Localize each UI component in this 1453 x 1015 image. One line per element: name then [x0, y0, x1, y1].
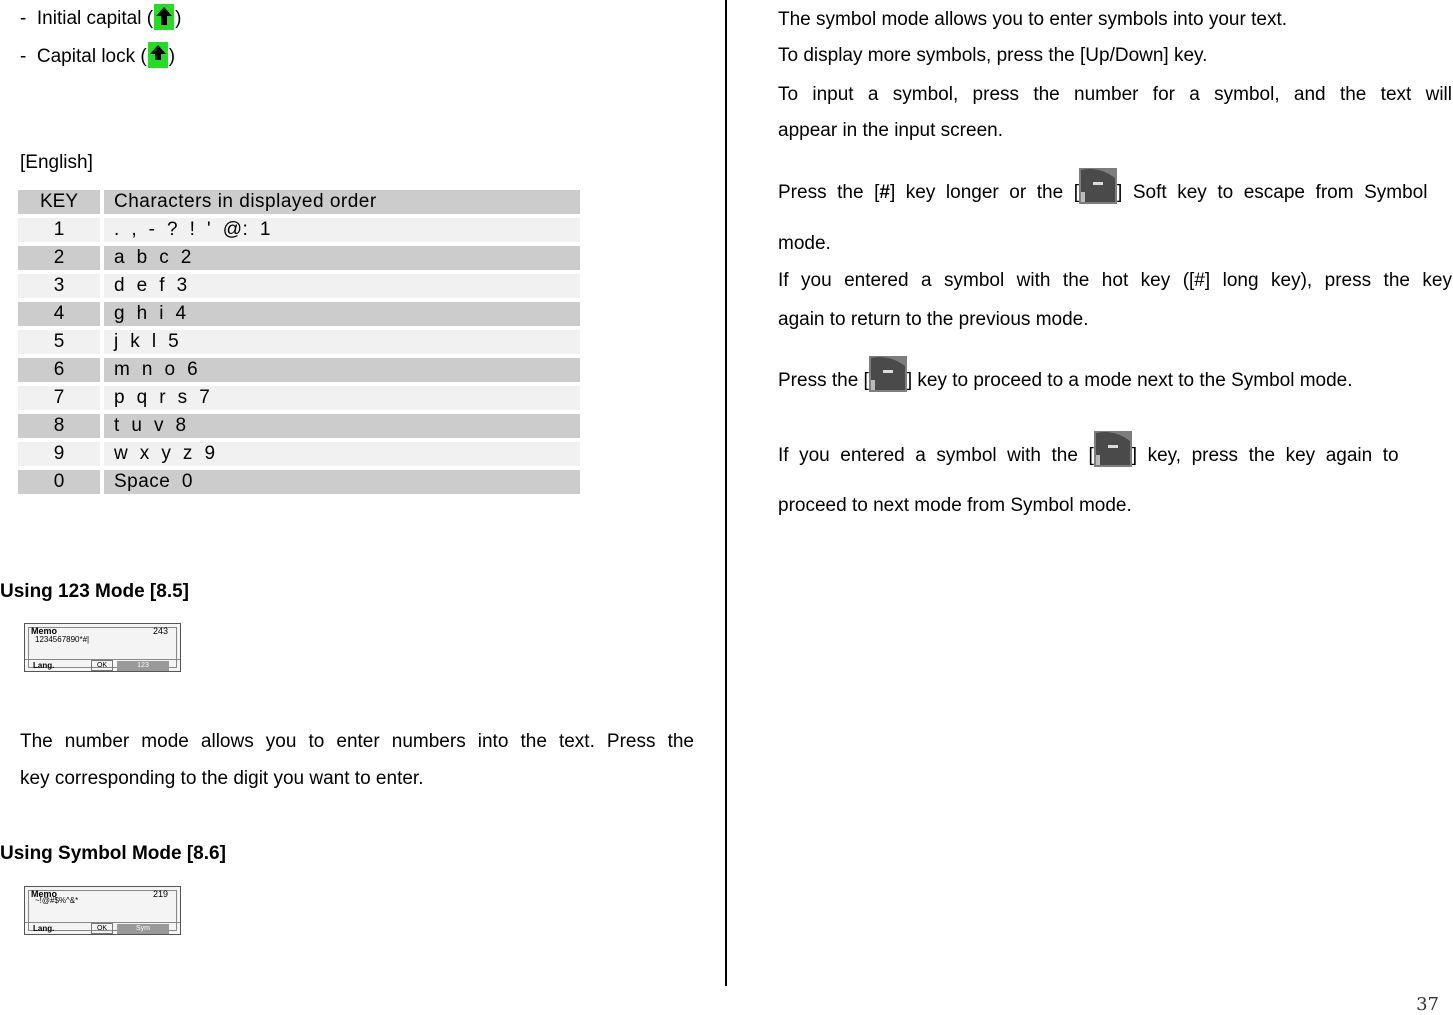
table-header-row	[18, 190, 580, 214]
text-press-the: Press the [	[778, 182, 880, 203]
header-characters: Characters in displayed order	[104, 190, 580, 214]
soft-key-icon	[1094, 431, 1132, 467]
row-key: 9	[18, 442, 100, 466]
text-press-again: ] key, press the key again to	[1131, 445, 1399, 466]
row-key: 0	[18, 470, 100, 494]
row-chars: g h i 4	[104, 302, 580, 326]
right-line-7: If you entered a symbol with the hot key ([#] long key), press the key	[778, 270, 1452, 291]
shift-up-arrow-icon	[148, 42, 168, 68]
right-line-2: To display more symbols, press the [Up/Down] key.	[778, 45, 1208, 66]
screen-ok: OK	[91, 923, 113, 934]
screen-ok: OK	[91, 660, 113, 671]
heading-symbol-mode: Using Symbol Mode [8.6]	[0, 843, 226, 864]
text-key-longer: ] key longer or the [	[889, 182, 1079, 203]
table-row	[18, 386, 580, 410]
screen-lang: Lang.	[33, 924, 55, 933]
row-chars: . , - ? ! ' @: 1	[104, 218, 580, 242]
text-proceed-mode: ] key to proceed to a mode next to the Symbol mode.	[906, 370, 1353, 391]
screen-mode: 123	[117, 661, 169, 671]
right-line-3: To input a symbol, press the number for a symbol, and the text will	[778, 84, 1452, 105]
soft-key-icon	[1079, 168, 1117, 204]
screenshot-symbol-mode	[24, 886, 181, 935]
screen-count: 219	[152, 889, 168, 899]
table-row	[18, 218, 580, 242]
page-number: 37	[1416, 994, 1439, 1015]
row-chars: Space 0	[104, 470, 580, 494]
bullet-initial-capital	[20, 4, 181, 30]
paragraph-123-line1: The number mode allows you to enter numbers into the text. Press the	[20, 731, 694, 752]
right-line-1: The symbol mode allows you to enter symbols into your text.	[778, 9, 1288, 30]
row-chars: p q r s 7	[104, 386, 580, 410]
table-row	[18, 246, 580, 270]
row-key: 2	[18, 246, 100, 270]
row-chars: w x y z 9	[104, 442, 580, 466]
table-row	[18, 470, 580, 494]
header-key: KEY	[18, 190, 100, 214]
bullet-close: )	[168, 46, 176, 67]
row-key: 8	[18, 414, 100, 438]
bullet-label: Initial capital (	[36, 8, 154, 29]
row-key: 6	[18, 358, 100, 382]
right-line-5	[778, 168, 1452, 204]
right-line-10	[778, 431, 1452, 467]
screenshot-123-mode	[24, 623, 181, 672]
table-row	[18, 358, 580, 382]
shift-up-arrow-icon	[154, 4, 174, 30]
row-chars: a b c 2	[104, 246, 580, 270]
key-character-table	[18, 186, 580, 498]
row-chars: j k l 5	[104, 330, 580, 354]
row-chars: m n o 6	[104, 358, 580, 382]
text-soft-key-escape: ] Soft key to escape from Symbol	[1117, 182, 1428, 203]
table-row	[18, 302, 580, 326]
bullet-label: Capital lock (	[36, 46, 147, 67]
row-key: 3	[18, 274, 100, 298]
table-title: [English]	[20, 152, 93, 173]
row-key: 4	[18, 302, 100, 326]
screen-title: Memo	[31, 626, 58, 636]
heading-123-mode: Using 123 Mode [8.5]	[0, 581, 189, 602]
row-key: 7	[18, 386, 100, 410]
bullet-capital-lock	[20, 42, 175, 68]
screen-lang: Lang.	[33, 661, 55, 670]
right-line-4: appear in the input screen.	[778, 120, 1003, 141]
right-line-9	[778, 356, 1353, 392]
soft-key-icon	[869, 356, 907, 392]
screen-title: Memo	[31, 889, 58, 899]
screen-entry: ~!@#$%^&*	[35, 896, 79, 905]
text-press-the: Press the [	[778, 370, 869, 391]
hash-key-label: #	[879, 182, 890, 203]
table-row	[18, 414, 580, 438]
row-key: 5	[18, 330, 100, 354]
bullet-dash: -	[20, 46, 27, 67]
row-chars: d e f 3	[104, 274, 580, 298]
bullet-close: )	[175, 8, 182, 29]
right-line-8: again to return to the previous mode.	[778, 309, 1089, 330]
column-divider	[725, 0, 727, 986]
table-row	[18, 274, 580, 298]
screen-count: 243	[152, 626, 168, 636]
paragraph-123-line2: key corresponding to the digit you want to enter.	[20, 768, 424, 789]
screen-entry: 1234567890*#|	[35, 635, 90, 644]
table-row	[18, 330, 580, 354]
screen-mode: Sym	[117, 924, 169, 934]
table-row	[18, 442, 580, 466]
row-chars: t u v 8	[104, 414, 580, 438]
text-if-entered: If you entered a symbol with the [	[778, 445, 1094, 466]
row-key: 1	[18, 218, 100, 242]
right-line-6: mode.	[778, 233, 831, 254]
right-line-11: proceed to next mode from Symbol mode.	[778, 495, 1132, 516]
bullet-dash: -	[20, 8, 27, 29]
